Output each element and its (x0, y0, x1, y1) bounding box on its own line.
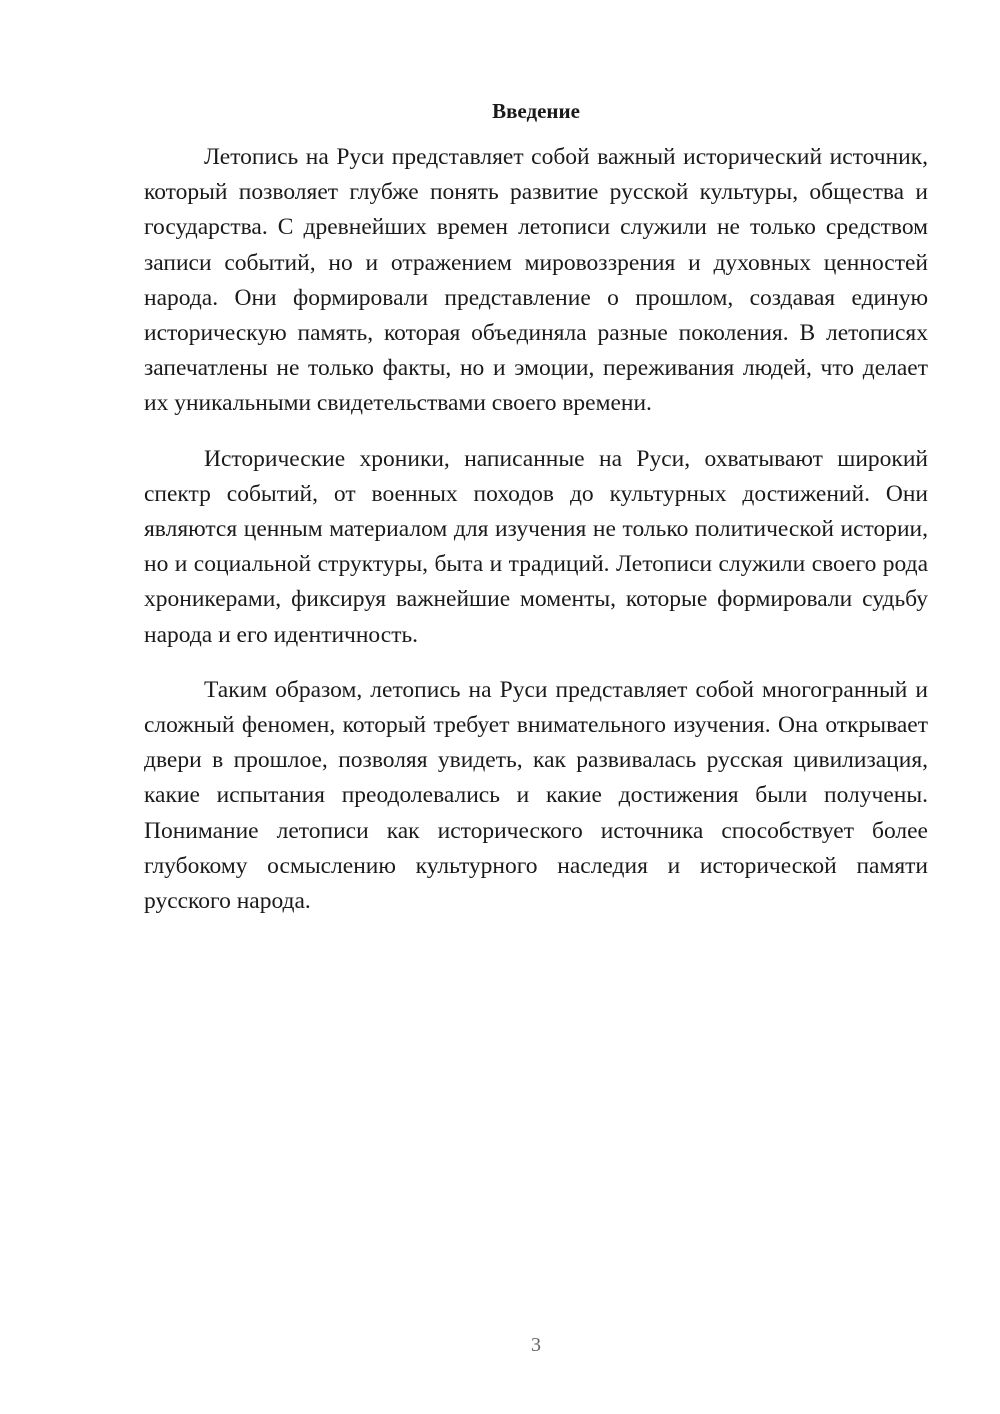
page-number: 3 (531, 1334, 541, 1356)
paragraph-1: Летопись на Руси представляет собой важный исторический источник, который позволяет глубже понять развитие русской культуры, общества и государства. С древнейших времен летописи служили не только средством записи событий, но и отражением мировоззрения и духовных ценностей народа. Они формировали представление о прошлом, создавая единую историческую память, которая объединяла разные поколения. В летописях запечатлены не только факты, но и эмоции, переживания людей, что делает их уникальными свидетельствами своего времени. (144, 144, 928, 417)
paragraph-3: Таким образом, летопись на Руси представляет собой многогранный и сложный феномен, который требует внимательного изучения. Она открывает двери в прошлое, позволяя увидеть, как развивалась русская цивилизация, какие испытания преодолевались и какие достижения были получены. Понимание летописи как исторического источника способствует более глубокому осмыслению культурного наследия и исторической памяти русского народа. (144, 676, 928, 915)
paragraph-2: Исторические хроники, написанные на Руси, охватывают широкий спектр событий, от военных походов до культурных достижений. Они являются ценным материалом для изучения не только политической истории, но и социальной структуры, быта и традиций. Летописи служили своего рода хроникерами, фиксируя важнейшие моменты, которые формировали судьбу народа и его идентичность. (144, 445, 928, 648)
document-page (144, 94, 928, 919)
document-title: Введение (492, 99, 580, 123)
